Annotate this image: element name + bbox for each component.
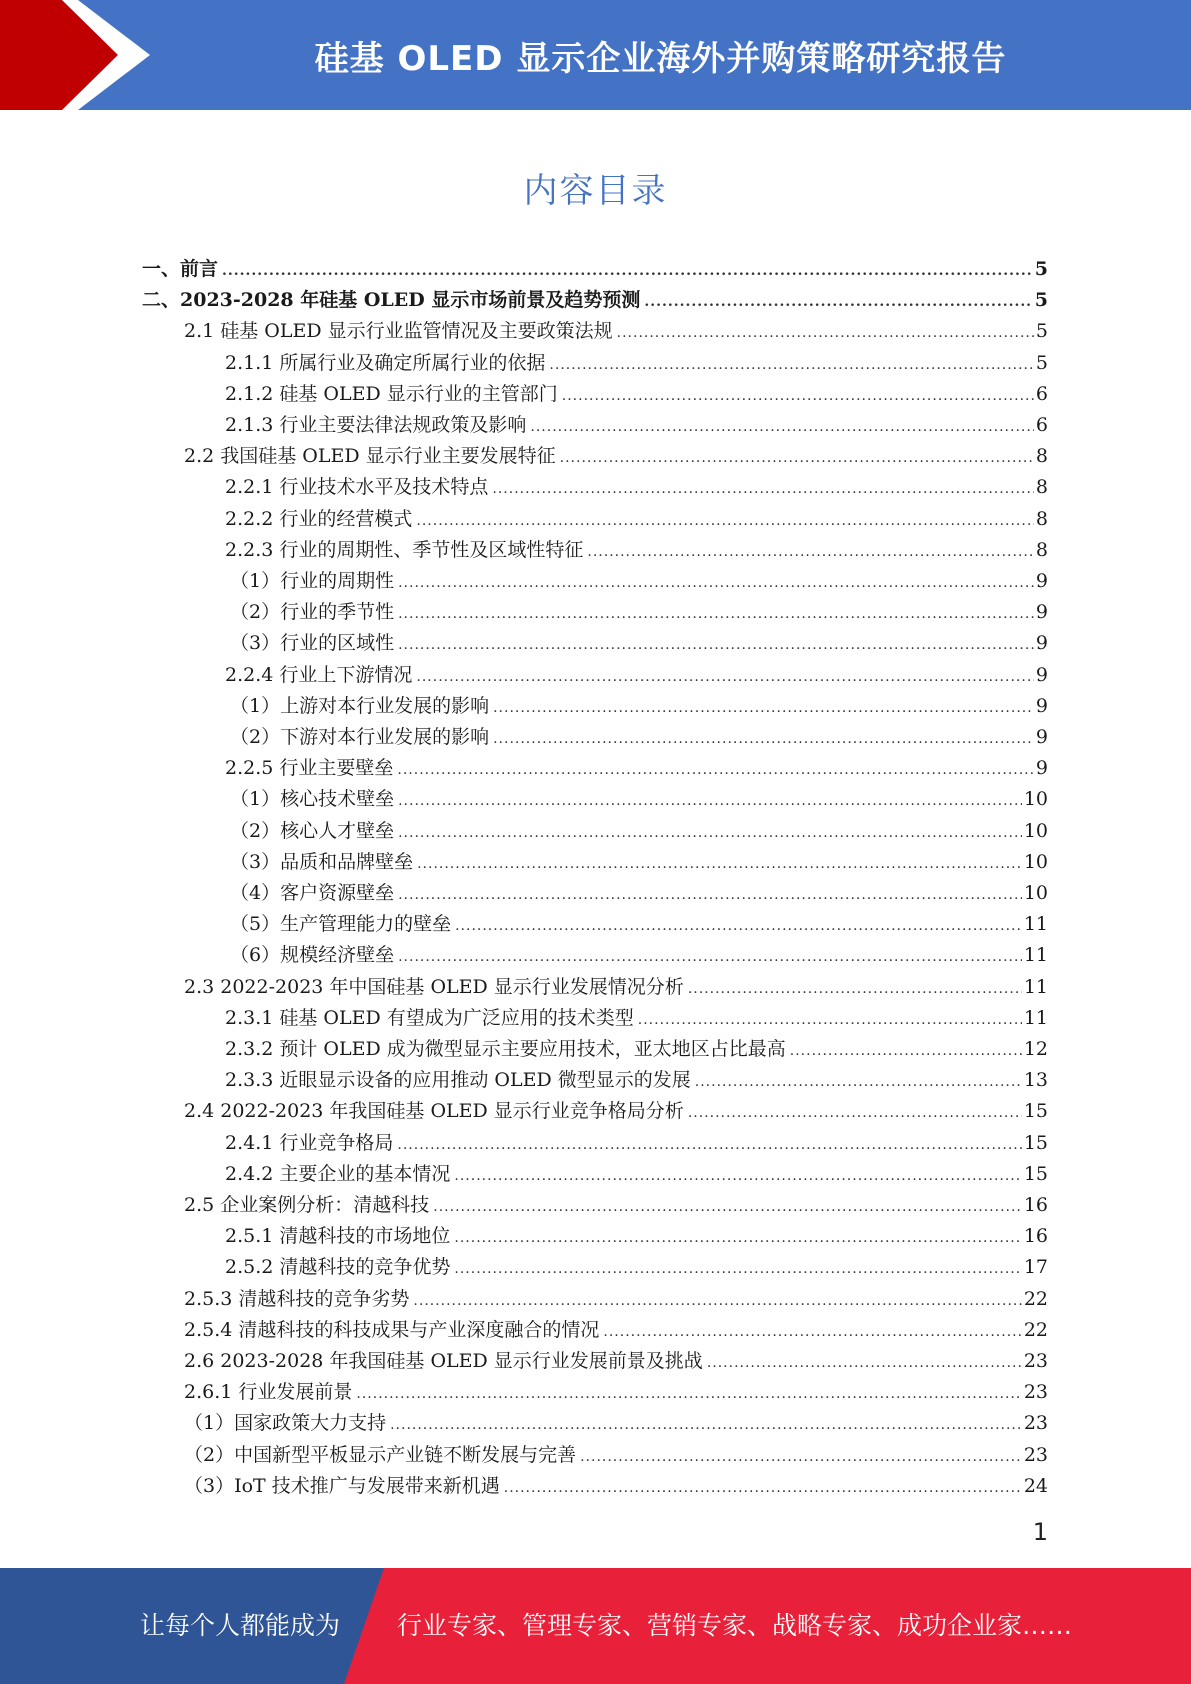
toc-entry[interactable] — [225, 753, 1048, 784]
toc-entry-title: 2.2.5 行业主要壁垒 — [225, 757, 394, 780]
toc-entry-title: 2.1.2 硅基 OLED 显示行业的主管部门 — [225, 382, 558, 405]
toc-entry[interactable] — [225, 379, 1048, 410]
toc-entry-page: 15 — [1023, 1100, 1048, 1123]
toc-entry-page: 22 — [1023, 1287, 1048, 1310]
toc-entry[interactable] — [184, 1377, 1048, 1408]
toc-entry-title: （2）下游对本行业发展的影响 — [230, 726, 490, 748]
toc-entry-page: 23 — [1023, 1381, 1048, 1404]
toc-entry-page: 10 — [1023, 882, 1048, 904]
toc-leader-dots — [688, 974, 1022, 1005]
toc-leader-dots — [454, 1161, 1021, 1192]
toc-entry-page: 10 — [1023, 850, 1048, 873]
toc-entry-page: 9 — [1035, 726, 1048, 748]
toc-entry[interactable] — [184, 316, 1048, 347]
toc-entry[interactable] — [230, 597, 1048, 628]
toc-entry-title: 2.5.4 清越科技的科技成果与产业深度融合的情况 — [184, 1318, 600, 1341]
toc-entry-page: 8 — [1035, 476, 1048, 499]
toc-entry[interactable] — [230, 816, 1048, 847]
footer-slogan-left: 让每个人都能成为 — [140, 1611, 341, 1640]
toc-entry-title: 二、2023-2028 年硅基 OLED 显示市场前景及趋势预测 — [142, 289, 641, 312]
toc-entry-title: 2.3 2022-2023 年中国硅基 OLED 显示行业发展情况分析 — [184, 975, 684, 998]
toc-entry[interactable] — [225, 348, 1048, 379]
toc-leader-dots — [580, 1442, 1022, 1473]
toc-entry-title: 2.5 企业案例分析：清越科技 — [184, 1194, 430, 1216]
toc-entry[interactable] — [225, 504, 1048, 535]
toc-entry-title: 2.2.2 行业的经营模式 — [225, 507, 413, 530]
toc-entry-page: 24 — [1023, 1474, 1048, 1497]
toc-entry-title: （6）规模经济壁垒 — [230, 944, 395, 967]
toc-entry[interactable] — [225, 1065, 1048, 1096]
toc-entry-title: 2.2 我国硅基 OLED 显示行业主要发展特征 — [184, 445, 556, 468]
toc-entry[interactable] — [184, 1190, 1048, 1221]
toc-entry-page: 13 — [1023, 1069, 1048, 1092]
toc-entry-page: 11 — [1023, 975, 1048, 998]
toc-entry-title: 2.1.1 所属行业及确定所属行业的依据 — [225, 351, 546, 374]
toc-entry[interactable] — [230, 847, 1048, 878]
toc-entry-title: 2.6.1 行业发展前景 — [184, 1381, 353, 1404]
toc-leader-dots — [398, 568, 1034, 599]
toc-leader-dots — [398, 880, 1022, 911]
toc-entry-title: （2）中国新型平板显示产业链不断发展与完善 — [184, 1443, 577, 1466]
toc-entry-page: 8 — [1035, 507, 1048, 530]
toc-entry-page: 6 — [1035, 382, 1048, 405]
toc-entry-page: 11 — [1023, 913, 1048, 936]
toc-leader-dots — [504, 1473, 1022, 1504]
toc-entry-title: 2.3.3 近眼显示设备的应用推动 OLED 微型显示的发展 — [225, 1069, 691, 1092]
toc-leader-dots — [398, 630, 1034, 661]
toc-entry-title: 2.2.3 行业的周期性、季节性及区域性特征 — [225, 538, 584, 561]
toc-entry-title: （2）行业的季节性 — [230, 601, 395, 624]
toc-leader-dots — [390, 1410, 1022, 1441]
toc-entry[interactable] — [230, 566, 1048, 597]
toc-entry-page: 5 — [1034, 289, 1048, 312]
toc-entry[interactable] — [184, 1284, 1048, 1315]
toc-leader-dots — [493, 724, 1034, 755]
toc-entry-title: 2.4.2 主要企业的基本情况 — [225, 1162, 451, 1185]
toc-leader-dots — [455, 911, 1022, 942]
toc-entry[interactable] — [225, 1221, 1048, 1252]
toc-entry-title: （3）IoT 技术推广与发展带来新机遇 — [184, 1474, 500, 1497]
footer-slogan-right: 行业专家、管理专家、营销专家、战略专家、成功企业家…… — [397, 1611, 1073, 1640]
toc-entry-page: 9 — [1035, 570, 1048, 592]
toc-entry-page: 11 — [1023, 1006, 1048, 1029]
toc-leader-dots — [398, 942, 1022, 973]
toc-leader-dots — [492, 474, 1034, 505]
toc-entry[interactable] — [184, 972, 1048, 1003]
toc-entry[interactable] — [142, 254, 1048, 285]
toc-entry-page: 9 — [1035, 601, 1048, 624]
toc-leader-dots — [530, 412, 1034, 443]
toc-leader-dots — [397, 1130, 1021, 1161]
toc-entry-title: 2.1 硅基 OLED 显示行业监管情况及主要政策法规 — [184, 320, 613, 343]
toc-entry-page: 5 — [1034, 258, 1048, 280]
toc-entry-title: 2.3.2 预计 OLED 成为微型显示主要应用技术，亚太地区占比最高 — [225, 1038, 786, 1060]
toc-entry-title: 2.1.3 行业主要法律法规政策及影响 — [225, 414, 527, 436]
toc-entry[interactable] — [230, 878, 1048, 909]
toc-entry-page: 17 — [1023, 1256, 1048, 1279]
toc-leader-dots — [587, 537, 1034, 568]
toc-entry[interactable] — [225, 535, 1048, 566]
toc-entry[interactable] — [184, 1440, 1048, 1471]
toc-entry-page: 10 — [1023, 819, 1048, 842]
toc-entry[interactable] — [225, 1003, 1048, 1034]
toc-entry[interactable] — [225, 1034, 1048, 1065]
toc-entry-title: 2.5.1 清越科技的市场地位 — [225, 1225, 451, 1248]
toc-entry-title: 2.2.4 行业上下游情况 — [225, 663, 413, 686]
toc-entry-title: 一、前言 — [142, 258, 219, 280]
toc-entry[interactable] — [184, 1096, 1048, 1127]
toc-entry[interactable] — [230, 691, 1048, 722]
toc-entry-page: 5 — [1035, 320, 1048, 343]
toc-entry-title: 2.6 2023-2028 年我国硅基 OLED 显示行业发展前景及挑战 — [184, 1350, 703, 1372]
toc-entry[interactable] — [225, 660, 1048, 691]
toc-entry-page: 9 — [1035, 663, 1048, 686]
toc-entry-page: 15 — [1023, 1162, 1048, 1185]
toc-leader-dots — [356, 1379, 1021, 1410]
toc-leader-dots — [603, 1317, 1021, 1348]
toc-leader-dots — [413, 1286, 1021, 1317]
toc-entry-page: 23 — [1023, 1350, 1048, 1372]
toc-entry-title: （5）生产管理能力的壁垒 — [230, 913, 452, 936]
toc-entry-page: 9 — [1035, 757, 1048, 780]
toc-leader-dots — [644, 287, 1032, 318]
toc-entry-title: （2）核心人才壁垒 — [230, 819, 395, 842]
toc-leader-dots — [433, 1192, 1022, 1223]
toc-entry-title: 2.4 2022-2023 年我国硅基 OLED 显示行业竞争格局分析 — [184, 1100, 684, 1123]
toc-entry-page: 9 — [1035, 694, 1048, 717]
toc-entry-title: （4）客户资源壁垒 — [230, 882, 395, 904]
toc-leader-dots — [707, 1348, 1022, 1379]
header-arrow-decoration — [0, 0, 160, 110]
toc-leader-dots — [562, 381, 1034, 412]
toc-entry-title: （3）品质和品牌壁垒 — [230, 850, 414, 873]
toc-entry[interactable] — [142, 285, 1048, 316]
toc-leader-dots — [397, 755, 1034, 786]
toc-entry[interactable] — [230, 940, 1048, 971]
toc-entry-title: 2.4.1 行业竞争格局 — [225, 1131, 394, 1154]
toc-entry-page: 10 — [1023, 788, 1048, 811]
toc-entry-page: 9 — [1035, 632, 1048, 655]
toc-leader-dots — [617, 318, 1034, 349]
toc-entry-page: 12 — [1023, 1038, 1048, 1060]
toc-entry[interactable] — [184, 1408, 1048, 1439]
toc-leader-dots — [417, 849, 1022, 880]
toc-entry-title: （3）行业的区域性 — [230, 632, 395, 655]
toc-leader-dots — [454, 1254, 1021, 1285]
report-title: 硅基 OLED 显示企业海外并购策略研究报告 — [314, 38, 1007, 79]
toc-entry-title: （1）行业的周期性 — [230, 570, 395, 592]
toc-heading: 内容目录 — [523, 171, 668, 211]
toc-entry-title: 2.3.1 硅基 OLED 有望成为广泛应用的技术类型 — [225, 1006, 634, 1029]
toc-leader-dots — [416, 662, 1034, 693]
toc-leader-dots — [493, 693, 1034, 724]
toc-entry-page: 5 — [1035, 351, 1048, 374]
footer-banner — [0, 1568, 1191, 1684]
toc-leader-dots — [638, 1005, 1022, 1036]
toc-leader-dots — [549, 350, 1034, 381]
toc-entry[interactable] — [184, 1471, 1048, 1502]
toc-entry-page: 11 — [1023, 944, 1048, 967]
toc-entry[interactable] — [225, 1159, 1048, 1190]
toc-leader-dots — [222, 256, 1033, 287]
toc-entry[interactable] — [225, 472, 1048, 503]
toc-entry-title: （1）核心技术壁垒 — [230, 788, 395, 811]
toc-leader-dots — [560, 443, 1034, 474]
toc-leader-dots — [416, 506, 1034, 537]
toc-entry-title: （1）国家政策大力支持 — [184, 1412, 387, 1435]
toc-entry-page: 22 — [1023, 1318, 1048, 1341]
toc-entry[interactable] — [230, 628, 1048, 659]
toc-entry-title: 2.5.2 清越科技的竞争优势 — [225, 1256, 451, 1279]
toc-entry-page: 6 — [1035, 414, 1048, 436]
toc-leader-dots — [398, 786, 1022, 817]
toc-entry-title: 2.5.3 清越科技的竞争劣势 — [184, 1287, 410, 1310]
toc-entry-page: 23 — [1023, 1443, 1048, 1466]
toc-leader-dots — [790, 1036, 1022, 1067]
toc-entry[interactable] — [230, 784, 1048, 815]
toc-entry-page: 16 — [1023, 1225, 1048, 1248]
toc-entry[interactable] — [225, 1252, 1048, 1283]
toc-entry[interactable] — [184, 441, 1048, 472]
toc-leader-dots — [398, 818, 1022, 849]
header-banner — [0, 0, 1191, 110]
toc-leader-dots — [695, 1067, 1022, 1098]
toc-entry-page: 16 — [1023, 1194, 1048, 1216]
toc-entry-page: 23 — [1023, 1412, 1048, 1435]
toc-leader-dots — [454, 1223, 1021, 1254]
toc-entry[interactable] — [225, 410, 1048, 441]
toc-entry[interactable] — [184, 1346, 1048, 1377]
toc-entry[interactable] — [184, 1315, 1048, 1346]
toc-entry[interactable] — [225, 1128, 1048, 1159]
toc-entry-title: （1）上游对本行业发展的影响 — [230, 694, 490, 717]
toc-entry[interactable] — [230, 722, 1048, 753]
page-number: 1 — [1032, 1518, 1048, 1546]
toc-leader-dots — [688, 1098, 1022, 1129]
toc-entry-page: 8 — [1035, 538, 1048, 561]
toc-entry[interactable] — [230, 909, 1048, 940]
toc-entry-page: 15 — [1023, 1131, 1048, 1154]
toc-leader-dots — [398, 599, 1034, 630]
toc-entry-page: 8 — [1035, 445, 1048, 468]
toc-entry-title: 2.2.1 行业技术水平及技术特点 — [225, 476, 489, 499]
